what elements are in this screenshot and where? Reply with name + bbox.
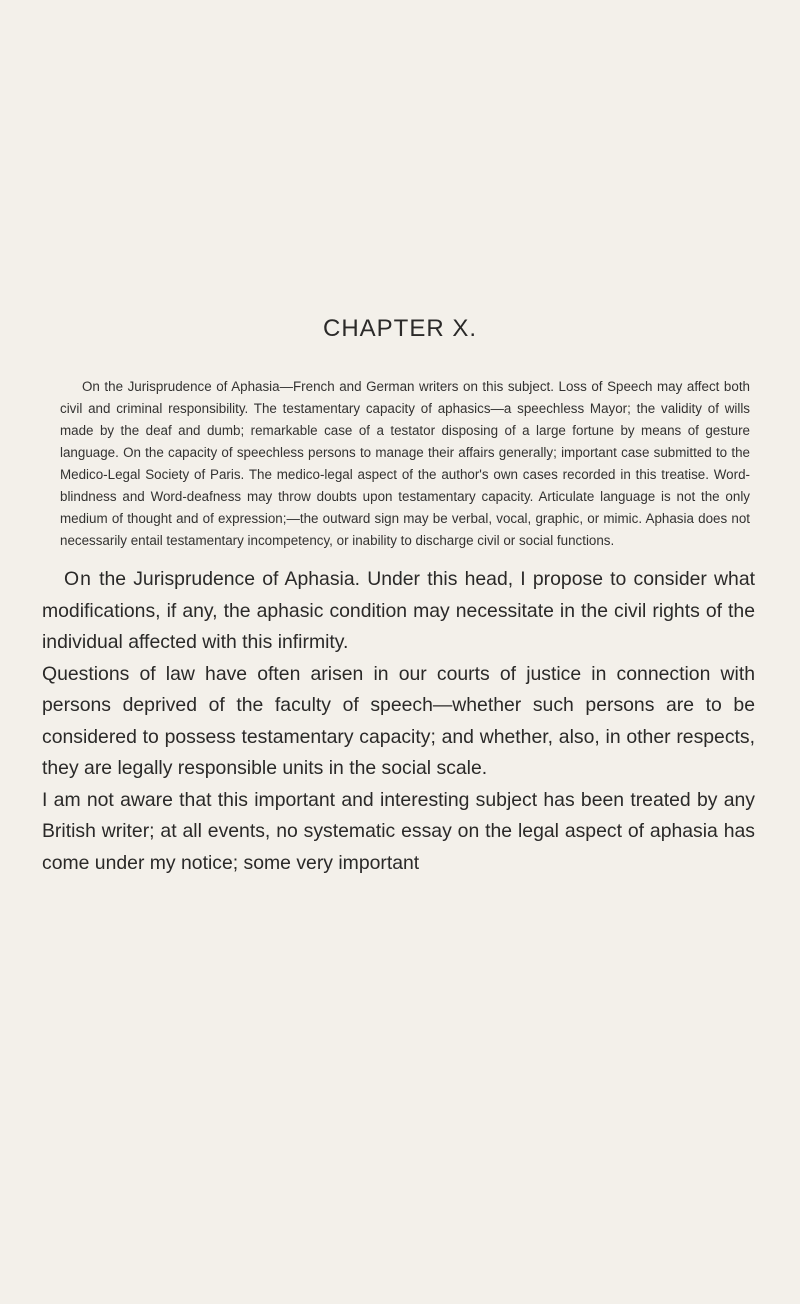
body-paragraph-2: Questions of law have often arisen in our courts of justice in connection with persons deprived of the faculty of speech—whether such persons are to be considered to possess testamentary capacity; and whether, also, in other respects, they are legally responsible units in the social scale. — [42, 662, 755, 779]
chapter-body — [42, 564, 755, 879]
opening-word: On — [64, 568, 92, 590]
body-paragraph-3: I am not aware that this important and interesting subject has been treated by any British writer; at all events, no systematic essay on the legal aspect of aphasia has come under my notice; some very important — [42, 788, 755, 874]
chapter-title: CHAPTER X. — [322, 315, 478, 342]
paragraph-1-text: the Jurisprudence of Aphasia. Under this head, I propose to consider what modifications, if any, the aphasic condition may necessitate in the civil rights of the individual affected with this infirmity. — [42, 568, 755, 653]
body-paragraph-1 — [42, 564, 755, 659]
summary-paragraph: On the Jurisprudence of Aphasia—French and German writers on this subject. Loss of Speech may affect both civil and criminal responsibility. The testamentary capacity of aphasics—a speechless Mayor; the validity of wills made by the deaf and dumb; remarkable case of a testator disposing of a large fortune by means of gesture language. On the capacity of speechless persons to manage their affairs generally; important case submitted to the Medico-Legal Society of Paris. The medico-legal aspect of the author's own cases recorded in this treatise. Word-blindness and Word-deafness may throw doubts upon testamentary capacity. Articulate language is not the only medium of thought and of expression;—the outward sign may be verbal, vocal, graphic, or mimic. Aphasia does not necessarily entail testamentary incompetency, or inability to discharge civil or social functions. — [60, 379, 750, 548]
chapter-summary — [60, 376, 750, 552]
